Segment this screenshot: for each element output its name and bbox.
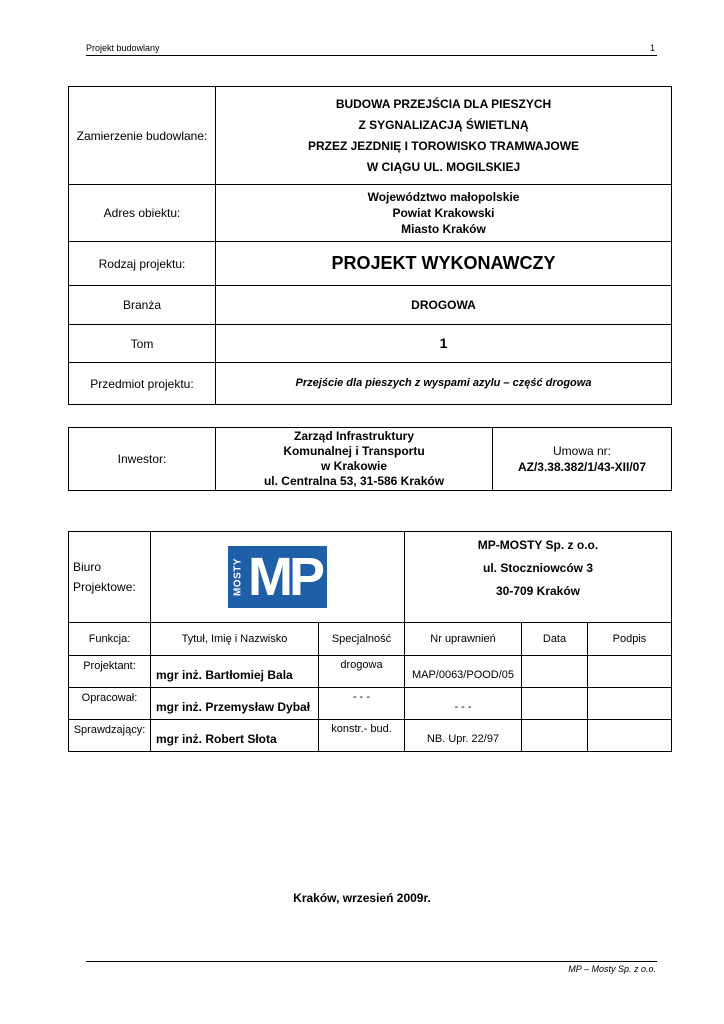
- specialty-cell: konstr.- bud.: [319, 720, 405, 752]
- date-cell: [522, 656, 588, 688]
- table-row: [69, 428, 672, 491]
- rodzaj-label: Rodzaj projektu:: [69, 242, 216, 286]
- design-office-table: [68, 531, 672, 752]
- license-cell: MAP/0063/POOD/05: [405, 656, 522, 688]
- table-row: [69, 720, 672, 752]
- contract-label: Umowa nr:: [552, 444, 611, 458]
- table-row: [69, 185, 672, 242]
- adres-line: Województwo małopolskie: [367, 190, 520, 204]
- zamierzenie-line: W CIĄGU UL. MOGILSKIEJ: [366, 159, 521, 174]
- footer-rule: [86, 961, 657, 962]
- page-footer: MP – Mosty Sp. z o.o.: [568, 964, 656, 974]
- adres-line: Miasto Kraków: [401, 222, 486, 236]
- signature-cell: [588, 656, 672, 688]
- logo-main-text: MP: [248, 547, 321, 607]
- table-row: [69, 325, 672, 363]
- role-cell: Opracował:: [69, 688, 151, 720]
- office-label-line: Biuro: [73, 560, 102, 574]
- table-row: [69, 242, 672, 286]
- contract-cell: [493, 428, 672, 491]
- branza-value: DROGOWA: [216, 286, 672, 325]
- table-row: [69, 363, 672, 405]
- logo-cell: [151, 532, 405, 623]
- license-cell: - - -: [405, 688, 522, 720]
- office-label-line: Projektowe:: [73, 580, 136, 594]
- table-header-row: [69, 623, 672, 656]
- adres-label: Adres obiektu:: [69, 185, 216, 242]
- date-cell: [522, 720, 588, 752]
- zamierzenie-label: Zamierzenie budowlane:: [69, 87, 216, 185]
- przedmiot-value: Przejście dla pieszych z wyspami azylu – część drogowa: [216, 363, 672, 405]
- contract-number: AZ/3.38.382/1/43-XII/07: [517, 460, 647, 474]
- investor-value: [216, 428, 493, 491]
- zamierzenie-line: BUDOWA PRZEJŚCIA DLA PIESZYCH: [335, 96, 552, 111]
- person-name: mgr inż. Przemysław Dybał: [151, 688, 319, 720]
- license-cell: NB. Upr. 22/97: [405, 720, 522, 752]
- date-cell: [522, 688, 588, 720]
- adres-line: Powiat Krakowski: [392, 206, 495, 220]
- mp-mosty-logo: [228, 546, 327, 608]
- table-row: [69, 286, 672, 325]
- table-row: [69, 87, 672, 185]
- office-label: [69, 532, 151, 623]
- person-name: mgr inż. Robert Słota: [151, 720, 319, 752]
- page-header-left: Projekt budowlany: [86, 43, 160, 53]
- investor-table: [68, 427, 672, 491]
- tom-value: 1: [216, 325, 672, 363]
- role-cell: Projektant:: [69, 656, 151, 688]
- przedmiot-label: Przedmiot projektu:: [69, 363, 216, 405]
- firm-line: 30-709 Kraków: [495, 584, 581, 598]
- column-header: Funkcja:: [69, 623, 151, 656]
- project-info-table: [68, 86, 672, 405]
- column-header: Nr uprawnień: [405, 623, 522, 656]
- zamierzenie-value: [216, 87, 672, 185]
- logo-side-text: MOSTY: [232, 557, 244, 597]
- investor-line: w Krakowie: [320, 459, 388, 473]
- investor-line: ul. Centralna 53, 31-586 Kraków: [263, 474, 445, 488]
- table-row: [69, 532, 672, 623]
- column-header: Specjalność: [319, 623, 405, 656]
- table-row: [69, 656, 672, 688]
- column-header: Podpis: [588, 623, 672, 656]
- table-row: [69, 688, 672, 720]
- firm-info: [405, 532, 672, 623]
- page-number: 1: [650, 43, 656, 53]
- place-and-date: Kraków, wrzesień 2009r.: [293, 891, 431, 905]
- header-rule: [86, 55, 657, 56]
- adres-value: [216, 185, 672, 242]
- investor-line: Komunalnej i Transportu: [283, 444, 425, 458]
- branza-label: Branża: [69, 286, 216, 325]
- signature-cell: [588, 688, 672, 720]
- investor-label: Inwestor:: [69, 428, 216, 491]
- firm-line: ul. Stoczniowców 3: [482, 561, 593, 575]
- person-name: mgr inż. Bartłomiej Bala: [151, 656, 319, 688]
- column-header: Tytuł, Imię i Nazwisko: [151, 623, 319, 656]
- investor-line: Zarząd Infrastruktury: [293, 429, 415, 443]
- firm-line: MP-MOSTY Sp. z o.o.: [477, 538, 599, 552]
- rodzaj-value: PROJEKT WYKONAWCZY: [216, 242, 672, 286]
- column-header: Data: [522, 623, 588, 656]
- signature-cell: [588, 720, 672, 752]
- tom-label: Tom: [69, 325, 216, 363]
- specialty-cell: drogowa: [319, 656, 405, 688]
- zamierzenie-line: Z SYGNALIZACJĄ ŚWIETLNĄ: [358, 117, 529, 132]
- zamierzenie-line: PRZEZ JEZDNIĘ I TOROWISKO TRAMWAJOWE: [307, 138, 580, 153]
- role-cell: Sprawdzający:: [69, 720, 151, 752]
- specialty-cell: - - -: [319, 688, 405, 720]
